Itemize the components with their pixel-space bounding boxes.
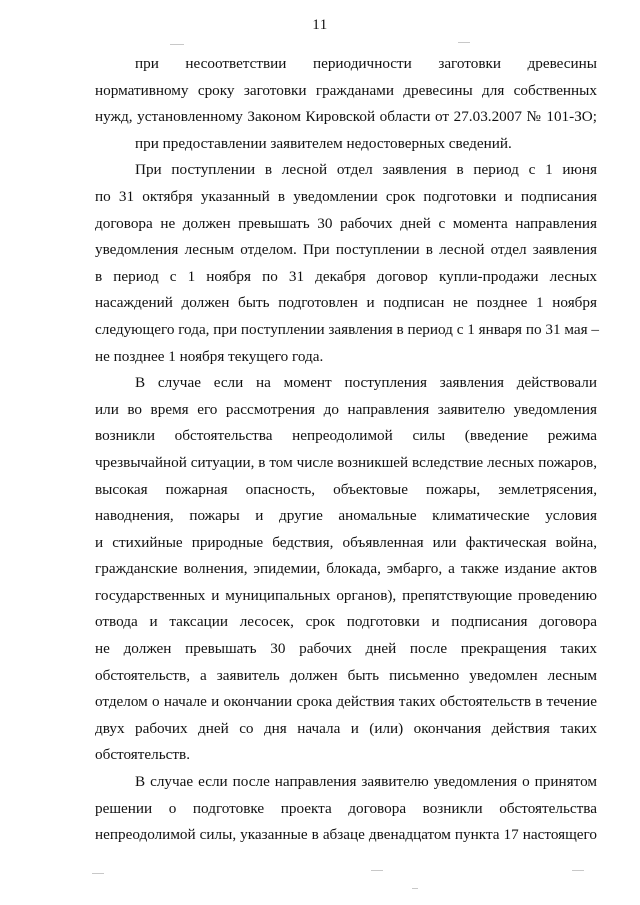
text-line: обстоятельств.	[95, 746, 191, 764]
paragraph	[95, 51, 597, 131]
text-line: высокая пожарная опасность, объектовые пожары, землетрясения,	[95, 480, 597, 498]
paragraph	[95, 370, 597, 769]
text-line: при предоставлении заявителем недостоверных сведений.	[135, 134, 512, 152]
text-line: обстоятельств, а заявитель должен быть письменно уведомлен лесным	[95, 666, 597, 684]
text-line: по 31 октября указанный в уведомлении срок подготовки и подписания	[95, 187, 597, 205]
text-line: чрезвычайной ситуации, в том числе возникшей вследствие лесных пожаров,	[95, 453, 597, 471]
text-line: При поступлении в лесной отдел заявления в период с 1 июня	[135, 161, 597, 179]
paragraph	[95, 131, 597, 158]
text-line: при несоответствии периодичности заготовки древесины	[135, 55, 597, 72]
text-line: насаждений должен быть подготовлен и подписан не позднее 1 ноября	[95, 294, 597, 312]
text-line: В случае если на момент поступления заявления действовали	[135, 374, 597, 392]
text-line: наводнения, пожары и другие аномальные климатические условия	[95, 507, 597, 525]
scan-speck	[92, 873, 104, 874]
text-line: гражданские волнения, эпидемии, блокада, эмбарго, а также издание актов	[95, 560, 597, 578]
scan-speck	[371, 870, 383, 871]
text-line: отвода и таксации лесосек, срок подготовки и подписания договора	[95, 613, 597, 631]
text-line: договора не должен превышать 30 рабочих дней с момента направления	[95, 214, 597, 232]
text-line: отделом о начале и окончании срока действия таких обстоятельств в течение	[95, 693, 597, 711]
text-line: в период с 1 ноября по 31 декабря договор купли-продажи лесных	[95, 267, 597, 285]
paragraph	[95, 157, 597, 370]
text-line: нормативному сроку заготовки гражданами древесины для собственных	[95, 81, 597, 99]
scan-speck	[572, 870, 584, 871]
text-line: не должен превышать 30 рабочих дней после прекращения таких	[95, 640, 597, 658]
scan-speck	[170, 44, 184, 45]
scan-speck	[458, 42, 470, 43]
page-number: 11	[312, 17, 328, 33]
scan-speck	[412, 888, 418, 889]
text-line: уведомления лесным отделом. При поступлении в лесной отдел заявления	[95, 241, 597, 259]
text-line: или во время его рассмотрения до направления заявителю уведомления	[95, 400, 597, 418]
text-line: следующего года, при поступлении заявления в период с 1 января по 31 мая –	[95, 320, 599, 338]
text-line: и стихийные природные бедствия, объявленная или фактическая война,	[95, 533, 597, 551]
text-line: возникли обстоятельства непреодолимой силы (введение режима	[95, 427, 597, 445]
paragraph	[95, 769, 597, 849]
text-line: государственных и муниципальных органов), препятствующие проведению	[95, 586, 597, 604]
text-line: непреодолимой силы, указанные в абзаце двенадцатом пункта 17 настоящего	[95, 826, 597, 844]
text-line: нужд, установленному Законом Кировской области от 27.03.2007 № 101-ЗО;	[95, 108, 597, 126]
text-line: В случае если после направления заявителю уведомления о принятом	[135, 773, 597, 791]
text-line: двух рабочих дней со дня начала и (или) окончания действия таких	[95, 719, 597, 737]
text-line: решении о подготовке проекта договора возникли обстоятельства	[95, 799, 597, 817]
text-line: не позднее 1 ноября текущего года.	[95, 347, 324, 365]
document-body	[95, 51, 597, 849]
